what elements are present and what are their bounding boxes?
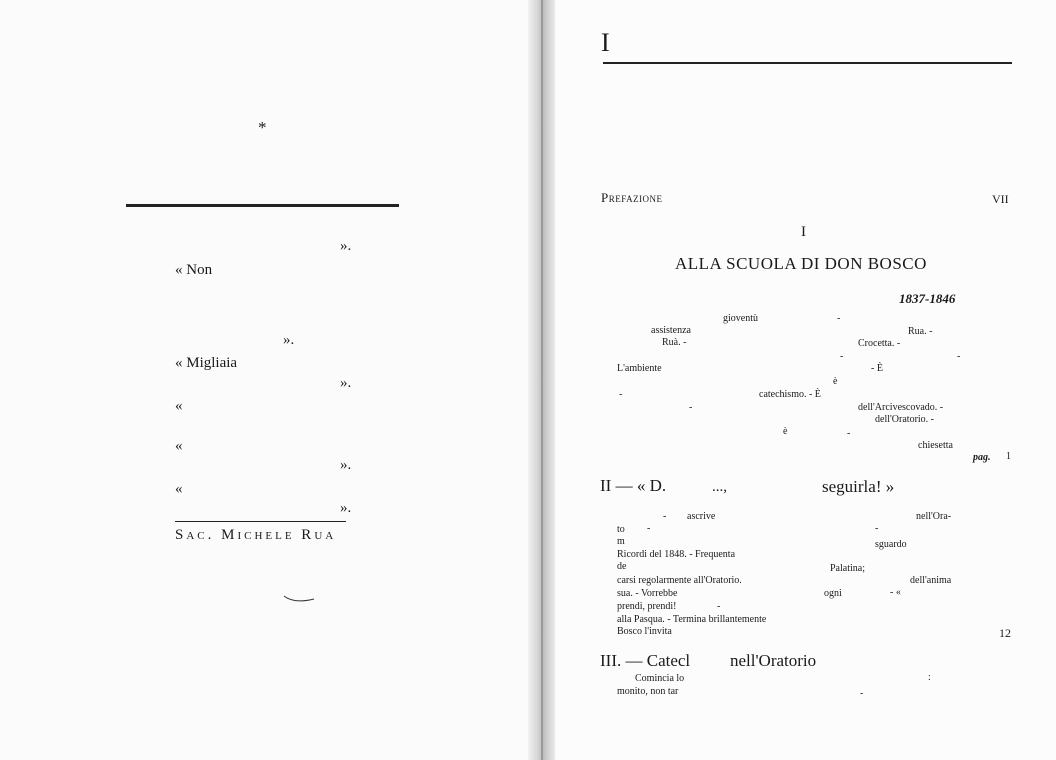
fragment: - [847, 428, 851, 439]
chapter-rule [603, 62, 1012, 64]
chapter2-heading: II — « D. [600, 476, 667, 495]
fragment: - [663, 511, 667, 522]
fragment: carsi regolarmente all'Oratorio. [617, 575, 742, 586]
fragment: Palatina; [830, 563, 865, 574]
fragment: m [617, 536, 625, 547]
text-line: « [175, 438, 183, 454]
section-title: ALLA SCUOLA DI DON BOSCO [675, 254, 927, 273]
signature: Sac. Michele Rua [175, 527, 337, 543]
chapter3-heading: III. — Catecl [600, 651, 691, 670]
fragment: prendi, prendi! [617, 601, 677, 612]
chapter-numeral: I [601, 28, 610, 57]
signature-rule [175, 521, 346, 522]
ornament-mark [282, 592, 316, 604]
chapter2-end: seguirla! » [822, 477, 895, 496]
fragment: alla Pasqua. - Termina brillantemente [617, 614, 767, 625]
fragment: to [617, 524, 625, 535]
fragment: nell'Ora- [916, 511, 952, 522]
section-numeral: I [801, 224, 806, 240]
fragment: - [840, 351, 844, 362]
text-line: « Non [175, 262, 213, 278]
fragment: - [875, 523, 879, 534]
page-ref-number: 1 [1006, 451, 1011, 462]
fragment: ogni [824, 588, 842, 599]
gutter-fold [541, 0, 543, 760]
fragment: Crocetta. - [858, 338, 901, 349]
fragment: - [647, 523, 651, 534]
fragment: - [860, 688, 864, 699]
fragment: è [783, 426, 788, 437]
fragment: Ricordi del 1848. - Frequenta [617, 549, 736, 560]
text-line: ». [340, 457, 352, 473]
fragment: - È [871, 363, 883, 374]
text-line: ». [340, 238, 352, 254]
top-rule [126, 204, 399, 207]
chapter3-end: nell'Oratorio [730, 651, 817, 670]
text-line: « [175, 398, 183, 414]
fragment: ascrive [687, 511, 716, 522]
fragment: dell'anima [910, 575, 952, 586]
chapter2-ellipsis: ..., [712, 479, 727, 495]
fragment: Ruà. - [662, 337, 687, 348]
fragment: è [833, 376, 838, 387]
text-line: ». [283, 332, 295, 348]
fragment: Comincia lo [635, 673, 685, 684]
fragment: - [837, 313, 841, 324]
fragment: monito, non tar [617, 686, 679, 697]
fragment: dell'Arcivescovado. - [858, 402, 944, 413]
asterisk: * [258, 118, 267, 137]
running-head: Prefazione [601, 190, 663, 205]
fragment: sguardo [875, 539, 907, 550]
fragment: - [689, 402, 693, 413]
text-line: ». [340, 375, 352, 391]
fragment: sua. - Vorrebbe [617, 588, 678, 599]
fragment: : [928, 672, 931, 683]
fragment: Bosco l'invita [617, 626, 672, 637]
text-line: ». [340, 500, 352, 516]
fragment: - [717, 601, 721, 612]
text-line: « Migliaia [175, 355, 238, 371]
text-line: « [175, 481, 183, 497]
section-dates: 1837-1846 [899, 291, 956, 306]
page-number: VII [992, 192, 1009, 206]
fragment: Rua. - [908, 326, 933, 337]
fragment: - [957, 351, 961, 362]
fragment: catechismo. - È [759, 389, 821, 400]
fragment: chiesetta [918, 440, 953, 451]
fragment: L'ambiente [617, 363, 662, 374]
page-ref-label: pag. [973, 452, 991, 463]
fragment: - « [890, 587, 901, 598]
fragment: - [619, 389, 623, 400]
page-ref-number: 12 [999, 626, 1011, 640]
fragment: de [617, 561, 627, 572]
book-gutter [528, 0, 558, 760]
right-page [555, 0, 1056, 760]
fragment: dell'Oratorio. - [875, 414, 935, 425]
fragment: gioventù [723, 313, 758, 324]
fragment: assistenza [651, 325, 691, 336]
